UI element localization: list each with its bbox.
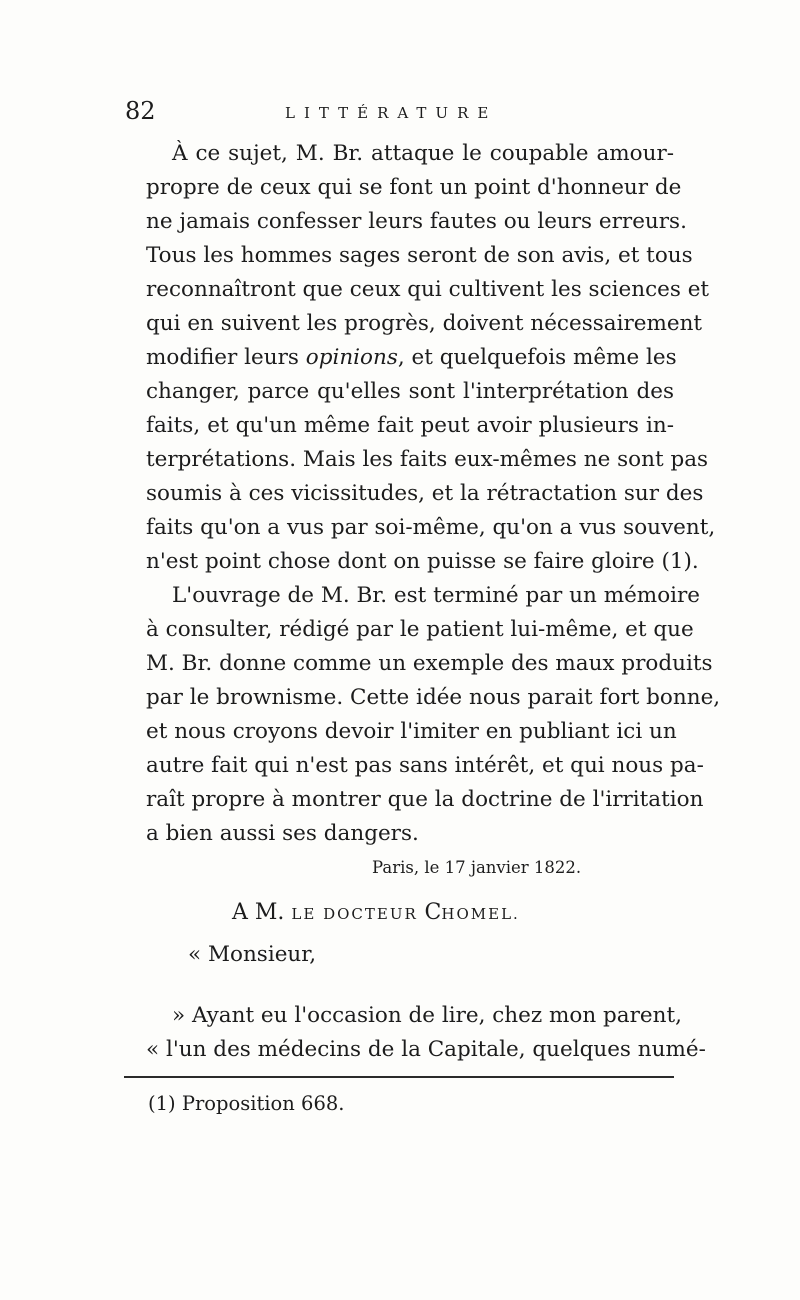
text-line: par le brownisme. Cette idée nous parait fort bonne, bbox=[146, 685, 721, 710]
page-number: 82 bbox=[125, 97, 156, 125]
text-line: terprétations. Mais les faits eux-mêmes ne sont pas bbox=[146, 447, 709, 472]
text-line: faits qu'on a vus par soi-même, qu'on a vus souvent, bbox=[146, 515, 716, 540]
text-line: À ce sujet, M. Br. attaque le coupable amour- bbox=[172, 141, 674, 166]
letter-line: » Ayant eu l'occasion de lire, chez mon parent, bbox=[172, 1003, 682, 1028]
address-title: LE DOCTEUR bbox=[291, 905, 425, 923]
letter-address bbox=[232, 900, 520, 925]
address-name-initial: C bbox=[424, 900, 442, 925]
text-line: faits, et qu'un même fait peut avoir plusieurs in- bbox=[146, 413, 674, 438]
text-line: soumis à ces vicissitudes, et la rétractation sur des bbox=[146, 481, 704, 506]
emphasized-word: opinions bbox=[305, 345, 398, 370]
running-title: LITTÉRATURE bbox=[285, 104, 498, 122]
address-prefix: A M. bbox=[232, 900, 292, 925]
text-line: et nous croyons devoir l'imiter en publiant ici un bbox=[146, 719, 677, 744]
footnote: (1) Proposition 668. bbox=[148, 1092, 345, 1115]
text-line: autre fait qui n'est pas sans intérêt, et qui nous pa- bbox=[146, 753, 704, 778]
text-line: changer, parce qu'elles sont l'interprétation des bbox=[146, 379, 674, 404]
text-line: reconnaîtront que ceux qui cultivent les sciences et bbox=[146, 277, 710, 302]
text-line: a bien aussi ses dangers. bbox=[146, 821, 419, 846]
text-line: propre de ceux qui se font un point d'honneur de bbox=[146, 175, 682, 200]
text-line: ne jamais confesser leurs fautes ou leurs erreurs. bbox=[146, 209, 687, 234]
text-line: Tous les hommes sages seront de son avis, et tous bbox=[146, 243, 693, 268]
text-line: M. Br. donne comme un exemple des maux produits bbox=[146, 651, 713, 676]
page-header bbox=[125, 96, 680, 136]
address-name-rest: HOMEL. bbox=[441, 905, 520, 923]
salutation: « Monsieur, bbox=[188, 942, 317, 967]
text-line: modifier leurs opinions, et quelquefois même les bbox=[146, 345, 677, 370]
text-line: n'est point chose dont on puisse se faire gloire (1). bbox=[146, 549, 699, 574]
dateline: Paris, le 17 janvier 1822. bbox=[372, 858, 582, 877]
text-line: à consulter, rédigé par le patient lui-même, et que bbox=[146, 617, 694, 642]
text-line: L'ouvrage de M. Br. est terminé par un mémoire bbox=[172, 583, 701, 608]
text-line: qui en suivent les progrès, doivent nécessairement bbox=[146, 311, 703, 336]
text-line: raît propre à montrer que la doctrine de l'irritation bbox=[146, 787, 704, 812]
footnote-rule bbox=[124, 1076, 674, 1078]
letter-line: « l'un des médecins de la Capitale, quelques numé- bbox=[146, 1037, 706, 1062]
